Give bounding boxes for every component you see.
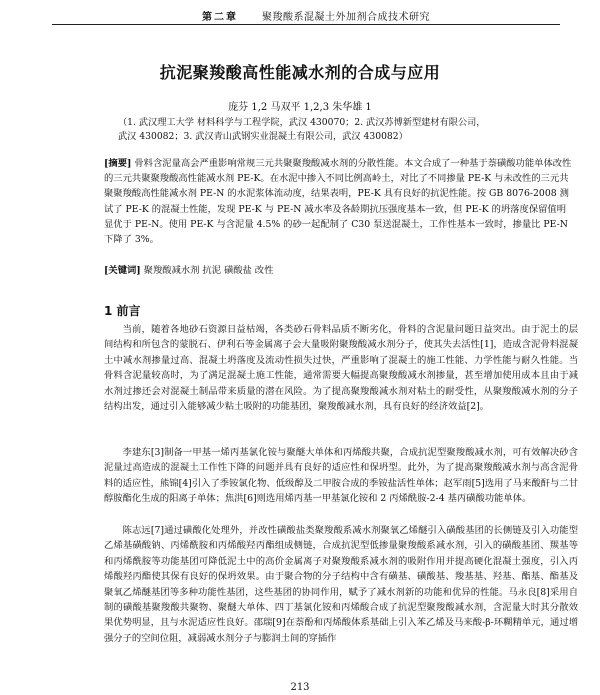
article-authors: 庞芬 1,2 马双平 1,2,3 朱华雄 1 [228, 102, 372, 113]
article-title: 抗泥聚羧酸高性能减水剂的合成与应用 [159, 63, 441, 82]
abstract-block [104, 156, 574, 247]
keywords-text: 聚羧酸减水剂 抗泥 磺酸盐 改性 [143, 265, 274, 276]
book-title: 聚羧酸系混凝土外加剂合成技术研究 [262, 12, 430, 23]
body-paragraph: 李建东[3]制备一甲基一烯丙基氯化铵与聚醚大单体和丙烯酸共聚，合成抗泥型聚羧酸减水剂，可有效解决砂含泥量过高造成的混凝土工作性下降的问题并具有良好的适应性和保坍型。此外，为了提高聚羧酸减水剂与高含泥骨料的适应性，熊锦[4]引入了季铵氯化物、低级醇及二甲胺合成的季铵盐活性单体；赵军雨[5]选用了马来酸酐与二甘醇胺酯化生成的阳离子单体；焦洪[6]则选用烯丙基一甲基氯化铵和 2 丙烯酰胺-2-4 基丙磺酸功能单体。 [104, 447, 578, 505]
abstract-label: [摘要] [104, 158, 132, 169]
affiliation-line-2: 武汉 430082；3. 武汉青山武钢实业混凝土有限公司，武汉 430082） [118, 131, 408, 142]
body-paragraph: 当前，随着各地砂石资源日益枯竭，各类砂石骨料品质不断劣化，骨料的含泥量问题日益突出。由于泥土的层间结构和所包含的蒙脱石、伊利石等金属离子会大量吸附聚羧酸减水剂分子，使其失去活性[1]，造成含泥骨料混凝土中减水剂掺量过高、混凝土坍落度及流动性损失过快，严重影响了混凝土的施工性能、力学性能与耐久性能。当骨料含泥量较高时，为了满足混凝土施工性能，通常需要大幅提高聚羧酸减水剂掺量，甚至增加使用成本且由于减水剂过掺还会对混凝土制品带来质量的潜在风险。为了提高聚羧酸减水剂对粘土的耐受性，从聚羧酸减水剂的分子结构出发，通过引入能够减少粘土吸附的功能基团，聚羧酸减水剂，具有良好的经济效益[2]。 [104, 324, 578, 413]
keywords-block [104, 262, 574, 276]
chapter-label: 第二章 [202, 12, 238, 23]
section-heading: 1 前言 [104, 304, 141, 318]
affiliation-line-1: （1. 武汉理工大学 材料科学与工程学院，武汉 430070；2. 武汉苏博新型建材有限公司， [118, 117, 486, 128]
page-number: 213 [290, 682, 310, 693]
body-paragraph: 陈志远[7]通过磺酸化处理外，并改性磺酸盐类聚羧酸系减水剂聚氧乙烯醚引入磺酸基团的长侧链及引入功能型乙烯基磺酸钠、丙烯酰胺和丙烯酸羟丙酯组成侧链，合成抗泥型低掺量聚羧酸系减水剂，引入的磺酸基团、羰基等和丙烯酰胺等功能基团可降低泥土中的高价金属离子对聚羧酸系减水剂的吸附作用并提高硬化混凝土强度，引入丙烯酸羟丙酯使其保有良好的保坍效果。由于聚合物的分子结构中含有磺基、磺酸基、羧基基、羟基、酯基、酯基及聚氧乙烯醚基团等多种功能性基团，这些基团的协同作用，赋予了减水剂新的功能和优异的性能。马永良[8]采用自制的磺酸基聚羧酸共聚物、聚醚大单体、四丁基氯化铵和丙烯酸合成了抗泥型聚羧酸减水剂，含泥量大时其分散效果优势明显，且与水泥适应性良好。邵瑞[9]在萘酚和丙烯酸体系基础上引入苯乙烯及马来酸-β-环糊精单元，通过增强分子的空间位阻，减弱减水剂分子与膨润土间的穿插作 [104, 525, 578, 644]
abstract-text: 骨料含泥量高会严重影响常规三元共聚聚羧酸减水剂的分散性能。本文合成了一种基于萘磺酸功能单体改性的三元共聚聚羧酸高性能减水剂 PE-K。在水泥中掺入不同比例高岭土，对比了不同掺量 PE-K 与未改性的三元共聚聚羧酸高性能减水剂 PE-N 的水泥浆体流动度，结果表明，PE-K 具有良好的抗泥性能。按 GB 8076-2008 测试了 PE-K 的混凝土性能，发现 PE-K 与 PE-N 减水率及各龄期抗压强度基本一致，但 PE-K 的坍落度保留值明显优于 PE-N。使用 PE-K 与含泥量 4.5% 的砂一起配制了 C30 泵送混凝土，工作性基本一致时，掺量比 PE-N 下降了 3%。 [104, 158, 572, 246]
running-header [52, 6, 560, 25]
keywords-label: [关键词] [104, 265, 141, 276]
